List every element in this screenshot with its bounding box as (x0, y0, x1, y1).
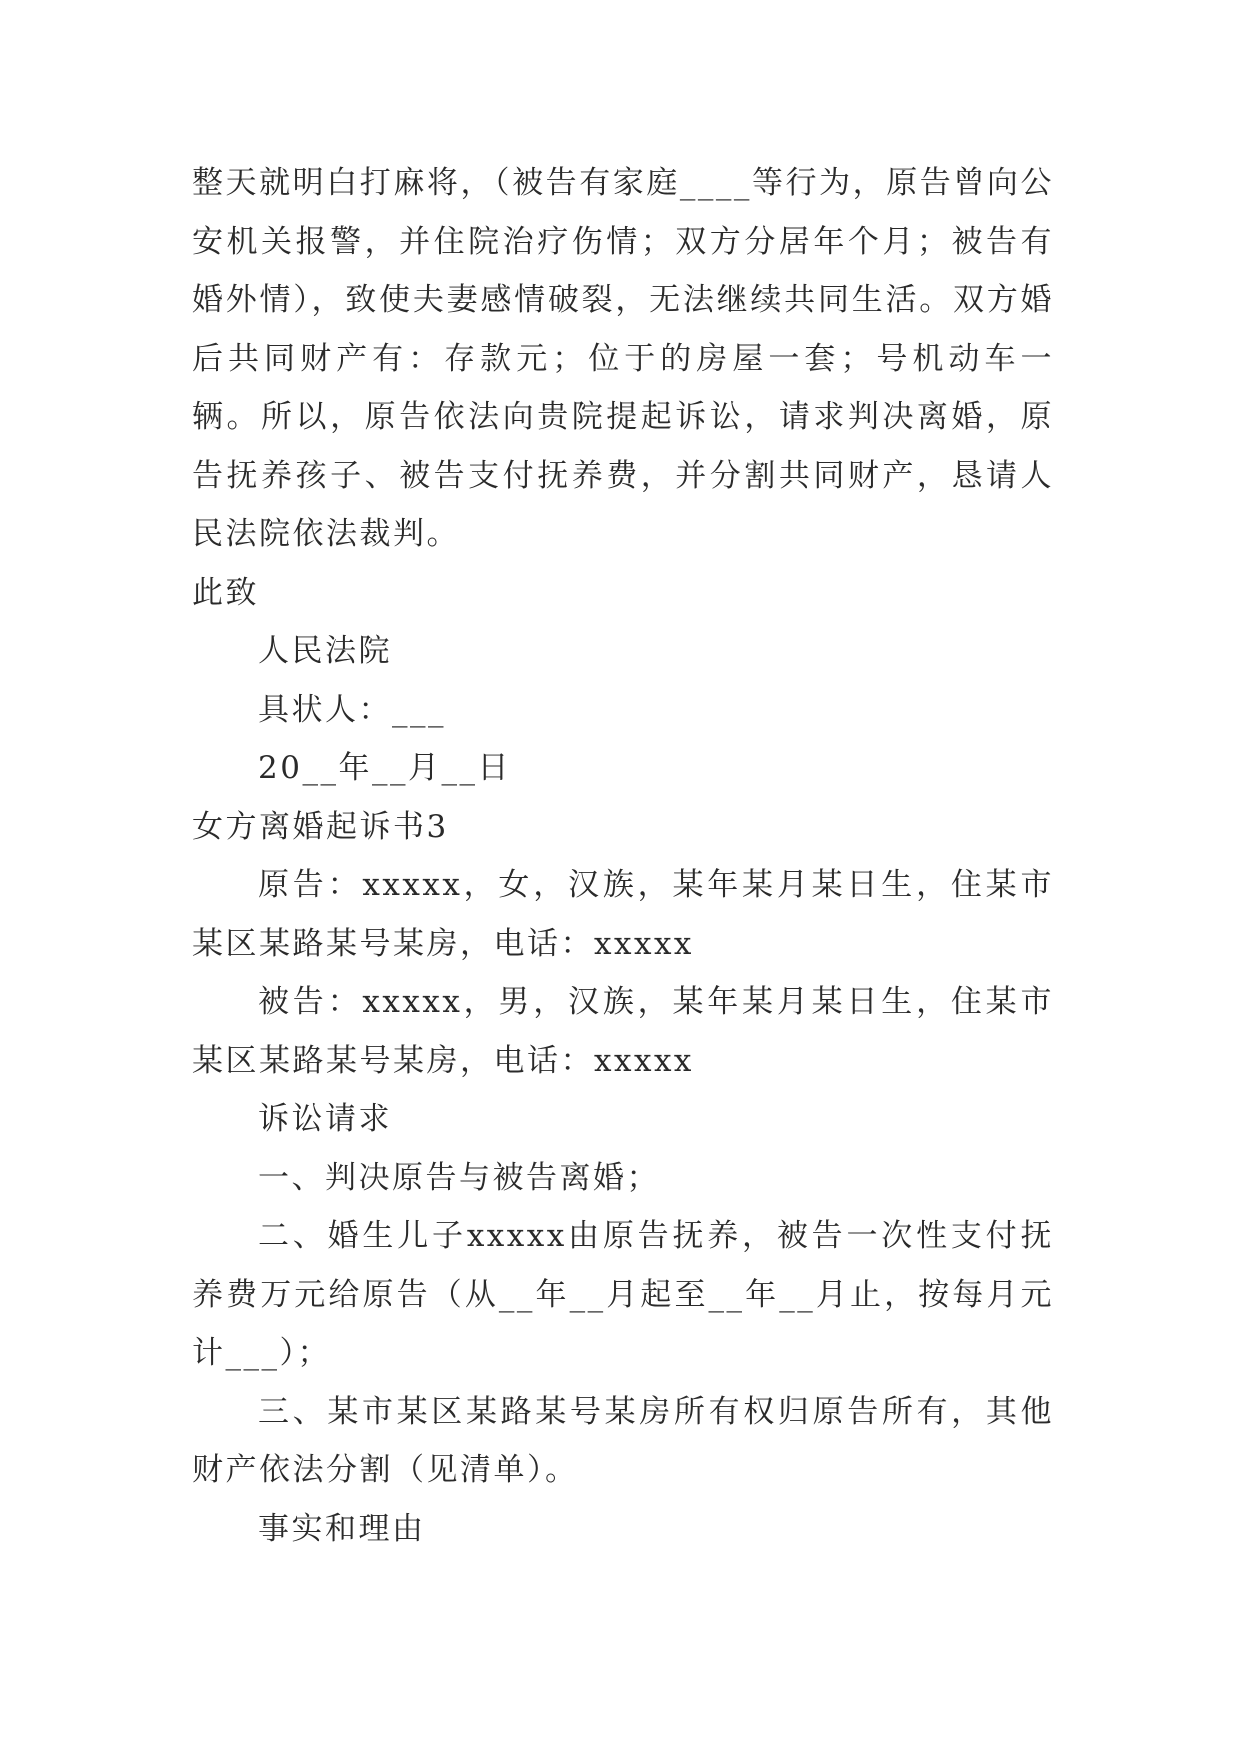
document-body (192, 154, 1054, 1558)
section-heading-claims: 诉讼请求 (258, 1101, 392, 1137)
claim-item-1: 一、判决原告与被告离婚； (258, 1159, 660, 1196)
salutation-cizhi: 此致 (192, 574, 259, 611)
date-line: 20__年__月__日 (258, 750, 511, 786)
court-name: 人民法院 (258, 633, 392, 669)
claim-item-3: 三、某市某区某路某号某房所有权归原告所有，其他财产依法分割（见清单）。 (192, 1393, 1054, 1488)
petitioner-signature: 具状人：___ (258, 691, 446, 728)
paragraph-facts-continued: 整天就明白打麻将，（被告有家庭____等行为，原告曾向公安机关报警，并住院治疗伤情；双方分居年个月；被告有婚外情），致使夫妻感情破裂，无法继续共同生活。双方婚后共同财产有：存款元；位于的房屋一套；号机动车一辆。所以，原告依法向贵院提起诉讼，请求判决离婚，原告抚养孩子、被告支付抚养费，并分割共同财产，恳请人民法院依法裁判。 (192, 165, 1054, 552)
defendant-info: 被告：xxxxx，男，汉族，某年某月某日生，住某市某区某路某号某房，电话：xxxxx (192, 984, 1054, 1079)
section-heading-facts: 事实和理由 (258, 1510, 426, 1547)
document-title: 女方离婚起诉书3 (192, 808, 449, 845)
claim-item-2: 二、婚生儿子xxxxx由原告抚养，被告一次性支付抚养费万元给原告（从__年__月起至__年__月止，按每月元计___）； (192, 1218, 1054, 1371)
plaintiff-info: 原告：xxxxx，女，汉族，某年某月某日生，住某市某区某路某号某房，电话：xxxxx (192, 867, 1054, 962)
